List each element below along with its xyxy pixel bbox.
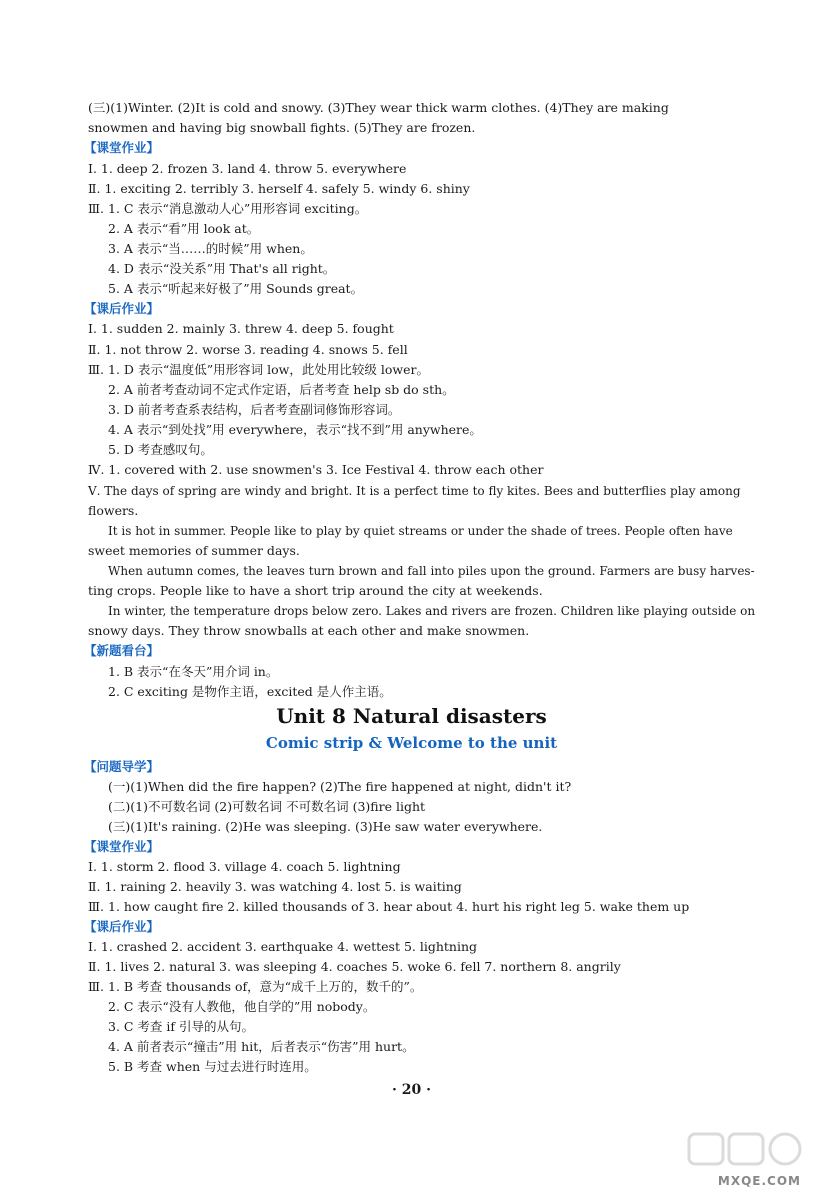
paragraph-line: When autumn comes, the leaves turn brown and fall into piles upon the ground. Farmers are busy harves-: [108, 564, 755, 578]
watermark-text: MXQE.COM: [717, 1174, 801, 1188]
answer-line: 3. C 考查 if 引导的从句。: [108, 1019, 255, 1034]
answer-line: 4. A 表示“到处找”用 everywhere，表示“找不到”用 anywhere。: [108, 422, 482, 437]
answer-line: Ⅰ. 1. sudden 2. mainly 3. threw 4. deep 5. fought: [88, 321, 394, 336]
answer-line: 2. C 表示“没有人教他，他自学的”用 nobody。: [108, 999, 376, 1014]
answer-line: Ⅲ. 1. B 考查 thousands of，意为“成千上万的，数千的”。: [88, 979, 423, 994]
answer-line: Ⅱ. 1. lives 2. natural 3. was sleeping 4. coaches 5. woke 6. fell 7. northern 8. angrily: [88, 959, 621, 974]
answer-line: 2. A 表示“看”用 look at。: [108, 221, 260, 236]
section-heading: 【新题看台】: [84, 643, 160, 658]
answer-line: (二)(1)不可数名词 (2)可数名词 不可数名词 (3)fire light: [108, 799, 426, 814]
answer-line: Ⅱ. 1. not throw 2. worse 3. reading 4. snows 5. fell: [88, 342, 408, 357]
section-heading: 【问题导学】: [84, 759, 160, 774]
answer-line: Ⅲ. 1. C 表示“消息激动人心”用形容词 exciting。: [88, 201, 368, 216]
unit-subtitle: Comic strip & Welcome to the unit: [265, 734, 558, 752]
answer-line: 4. D 表示“没关系”用 That's all right。: [108, 261, 336, 276]
answer-line: (三)(1)It's raining. (2)He was sleeping. (3)He saw water everywhere.: [108, 819, 543, 834]
paragraph-line: flowers.: [88, 503, 139, 518]
text-line: snowmen and having big snowball fights. (5)They are frozen.: [88, 120, 476, 135]
answer-line: Ⅱ. 1. raining 2. heavily 3. was watching 4. lost 5. is waiting: [88, 879, 462, 894]
paragraph-line: sweet memories of summer days.: [88, 543, 300, 558]
answer-line: Ⅰ. 1. deep 2. frozen 3. land 4. throw 5. everywhere: [88, 161, 407, 176]
section-heading: 【课堂作业】: [84, 140, 160, 155]
paragraph-line: ting crops. People like to have a short trip around the city at weekends.: [88, 583, 543, 598]
answer-line: Ⅲ. 1. how caught fire 2. killed thousands of 3. hear about 4. hurt his right leg 5. wake them up: [88, 899, 690, 914]
answer-line: Ⅰ. 1. crashed 2. accident 3. earthquake 4. wettest 5. lightning: [88, 939, 478, 954]
answer-line: Ⅳ. 1. covered with 2. use snowmen's 3. Ice Festival 4. throw each other: [88, 462, 544, 477]
answer-line: Ⅱ. 1. exciting 2. terribly 3. herself 4. safely 5. windy 6. shiny: [88, 181, 470, 196]
answer-line: 3. D 前者考查系表结构，后者考查副词修饰形容词。: [108, 402, 401, 417]
section-heading: 【课堂作业】: [84, 839, 160, 854]
section-heading: 【课后作业】: [84, 919, 160, 934]
paragraph-line: Ⅴ. The days of spring are windy and bright. It is a perfect time to fly kites. Bees and butterflies play among: [88, 484, 741, 498]
answer-line: 1. B 表示“在冬天”用介词 in。: [108, 664, 279, 679]
text-line: (三)(1)Winter. (2)It is cold and snowy. (3)They wear thick warm clothes. (4)They are making: [88, 100, 669, 115]
answer-line: 4. A 前者表示“撞击”用 hit，后者表示“伤害”用 hurt。: [108, 1039, 415, 1054]
answer-line: Ⅰ. 1. storm 2. flood 3. village 4. coach 5. lightning: [88, 859, 401, 874]
answer-line: 3. A 表示“当……的时候”用 when。: [108, 241, 313, 256]
paragraph-line: It is hot in summer. People like to play by quiet streams or under the shade of trees. People often have: [108, 524, 733, 538]
paragraph-line: snowy days. They throw snowballs at each other and make snowmen.: [88, 623, 530, 638]
page-number: · 20 ·: [392, 1082, 431, 1098]
answer-line: 2. A 前者考查动词不定式作定语，后者考查 help sb do sth。: [108, 382, 455, 397]
answer-line: 2. C exciting 是物作主语，excited 是人作主语。: [108, 684, 392, 699]
answer-line: 5. A 表示“听起来好极了”用 Sounds great。: [108, 281, 364, 296]
answer-line: (一)(1)When did the fire happen? (2)The fire happened at night, didn't it?: [108, 779, 572, 794]
answer-line: 5. D 考查感叹句。: [108, 442, 213, 457]
answer-line: 5. B 考查 when 与过去进行时连用。: [108, 1059, 317, 1074]
paragraph-line: In winter, the temperature drops below zero. Lakes and rivers are frozen. Children like playing outside on: [108, 604, 756, 618]
answer-line: Ⅲ. 1. D 表示“温度低”用形容词 low，此处用比较级 lower。: [88, 362, 429, 377]
unit-title: Unit 8 Natural disasters: [276, 704, 547, 728]
section-heading: 【课后作业】: [84, 301, 160, 316]
